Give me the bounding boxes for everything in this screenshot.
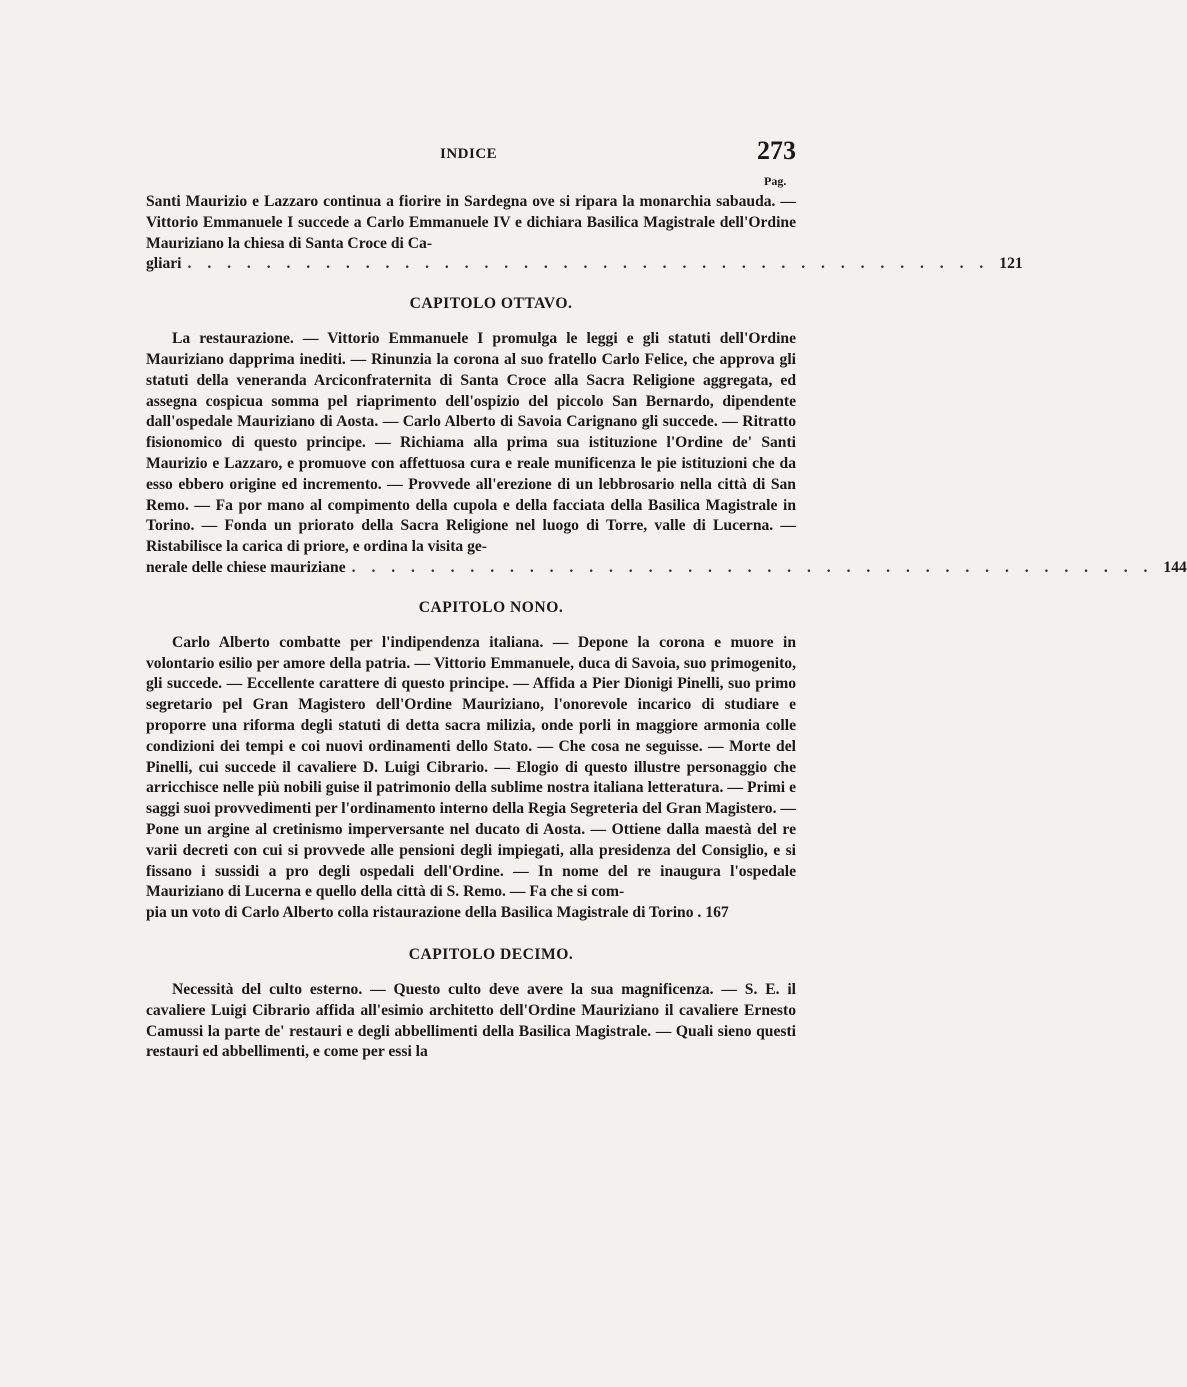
entry-tail: gliari <box>146 255 182 273</box>
pag-label: Pag. <box>764 174 787 188</box>
entry-text: Carlo Alberto combatte per l'indipendenza italiana. — Depone la corona e muore in volontario esilio per amore della patria. — Vittorio Emmanuele, duca di Savoia, suo primogenito, gli succede. — Eccellente carattere di questo principe. — Affida a Pier Dionigi Pinelli, suo primo segretario pel Gran Magistero dell'Ordine Mauriziano, l'onorevole incarico di studiare e proporre una riforma degli statuti di detta sacra milizia, onde porli in maggiore armonia colle condizioni dei tempi e coi nuovi ordinamenti dello Stato. — Che cosa ne seguisse. — Morte del Pinelli, cui succede il cavaliere D. Luigi Cibrario. — Elogio di questo illustre personaggio che arricchisce nelle più nobili guise il patrimonio della sublime nostra italiana letteratura. — Primi e saggi suoi provvedimenti per l'ordinamento interno della Regia Segreteria del Gran Magistero. — Pone un argine al cretinismo imperversante nel ducato di Aosta. — Ottiene dalla maestà del re varii decreti con cui si provvede alle pensioni degli impiegati, alla presidenza del Consiglio, e si fissano i sussidi a pro degli ospedali dell'Ordine. — In nome del re inaugura l'ospedale Mauriziano di Lucerna e quello della città di S. Remo. — Fa che si com- <box>146 633 796 901</box>
dot-leader: . . . . . . . . . . . . . . . . . . . . . . . . . . . . . . . . . . . . . . . . . <box>351 558 1154 576</box>
index-content <box>146 192 1187 1063</box>
page-number: 273 <box>757 136 796 165</box>
chapter-heading: CAPITOLO OTTAVO. <box>409 295 573 313</box>
entry-page-number: 167 <box>705 904 729 922</box>
entry-page-number: 144 <box>1163 558 1187 576</box>
dot-leader: . . . . . . . . . . . . . . . . . . . . . . . . . . . . . . . . . . . . . . . . . <box>187 255 990 273</box>
index-entry-chapter-8 <box>146 329 1187 579</box>
index-entry-chapter-9 <box>146 633 796 924</box>
index-entry-continued <box>146 192 1023 275</box>
chapter-heading: CAPITOLO NONO. <box>418 598 564 616</box>
entry-tail: nerale delle chiese mauriziane <box>146 558 346 576</box>
entry-page-number: 121 <box>999 255 1023 273</box>
index-entry-chapter-10 <box>146 980 796 1063</box>
entry-text: Santi Maurizio e Lazzaro continua a fiorire in Sardegna ove si ripara la monarchia sabauda. — Vittorio Emmanuele I succede a Carlo Emmanuele IV e dichiara Basilica Magistrale dell'Ordine Mauriziano la chiesa di Santa Croce di Ca- <box>146 193 796 252</box>
entry-last-line <box>146 558 1187 579</box>
entry-text: Necessità del culto esterno. — Questo culto deve avere la sua magnificenza. — S. E. il cavaliere Luigi Cibrario affida all'esimio architetto dell'Ordine Mauriziano il cavaliere Ernesto Camussi la parte de' restauri e degli abbellimenti della Basilica Magistrale. — Quali sieno questi restauri ed abbellimenti, e come per essi la <box>146 980 796 1061</box>
entry-tail: pia un voto di Carlo Alberto colla ristaurazione della Basilica Magistrale di Torino . <box>146 903 701 924</box>
entry-last-line <box>146 254 1023 275</box>
chapter-heading: CAPITOLO DECIMO. <box>408 945 574 963</box>
running-title: INDICE <box>440 146 498 162</box>
running-head <box>146 136 796 170</box>
entry-last-line <box>146 903 796 924</box>
entry-text: La restaurazione. — Vittorio Emmanuele I promulga le leggi e gli statuti dell'Ordine Mauriziano dapprima inediti. — Rinunzia la corona al suo fratello Carlo Felice, che approva gli statuti della veneranda Arciconfraternita di Santa Croce alla Sacra Religione aggregata, ed assegna cospicua somma pel riaprimento dell'ospizio del piccolo San Bernardo, dipendente dall'ospedale Mauriziano di Aosta. — Carlo Alberto di Savoia Carignano gli succede. — Ritratto fisionomico di questo principe. — Richiama alla prima sua istituzione l'Ordine de' Santi Maurizio e Lazzaro, e promuove con affettuosa cura e reale munificenza le pie istituzioni che da esso ebbero origine ed incremento. — Provvede all'erezione di un lebbrosario nella città di San Remo. — Fa por mano al compimento della cupola e della facciata della Basilica Magistrale in Torino. — Fonda un priorato della Sacra Religione nel luogo di Torre, valle di Lucerna. — Ristabilisce la carica di priore, e ordina la visita ge- <box>146 330 796 556</box>
